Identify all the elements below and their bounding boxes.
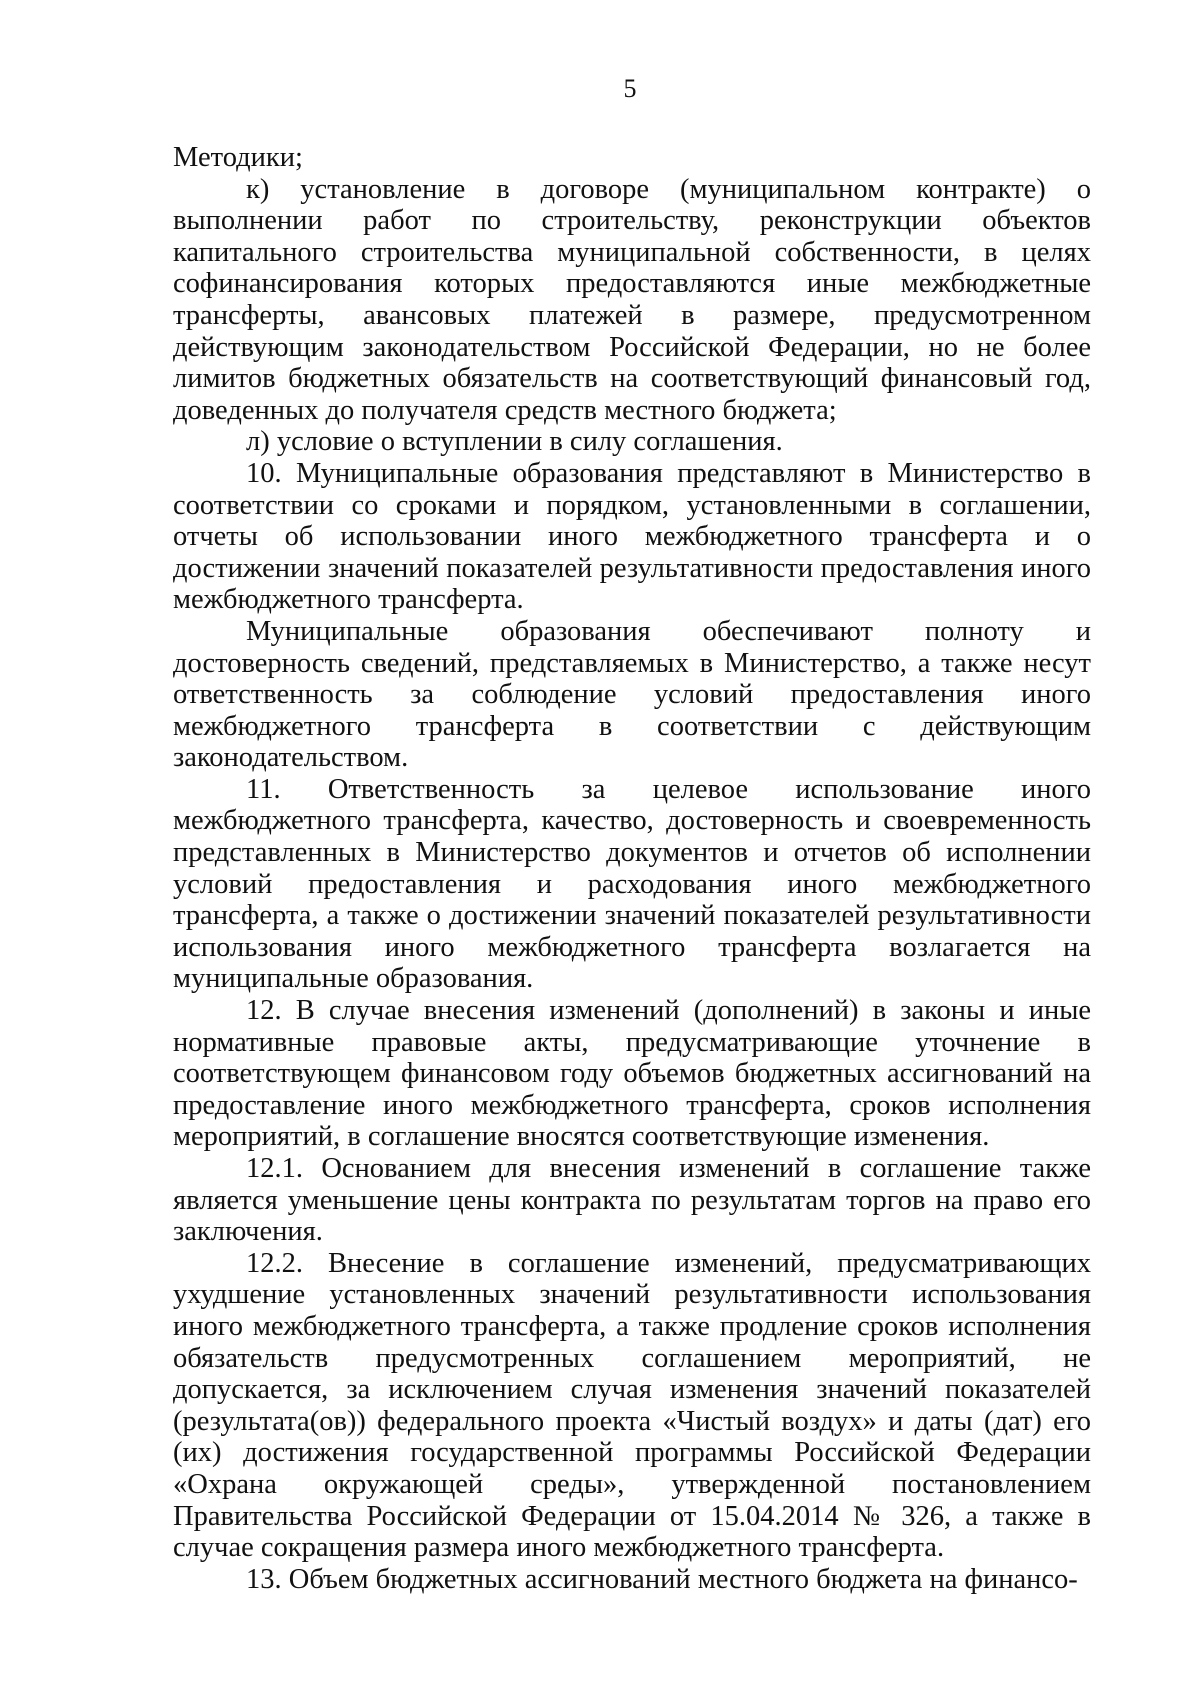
paragraph-methodology-end: Методики; xyxy=(173,142,303,173)
paragraph-k-advance-payments: к) установление в договоре (муниципальном контракте) о выполнении работ по строительству, реконструкции объектов капитального строительства муниципальной собственности, в целях софинансирования которых предоставляются иные межбюджетные трансферты, авансовых платежей в размере, предусмотренном действующим законодательством Российской Федерации, но не более лимитов бюджетных обязательств на соответствующий финансовый год, доведенных до получателя средств местного бюджета; xyxy=(173,173,1091,426)
document-body xyxy=(173,142,1091,1595)
paragraph-12-amendments: 12. В случае внесения изменений (дополнений) в законы и иные нормативные правовые акты, предусматривающие уточнение в соответствующем финансовом году объемов бюджетных ассигнований на предоставление иного межбюджетного трансферта, сроков исполнения мероприятий, в соглашение вносятся соответствующие изменения. xyxy=(173,995,1091,1153)
paragraph-12-1-contract-price: 12.1. Основанием для внесения изменений в соглашение также является уменьшение цены контракта по результатам торгов на право его заключения. xyxy=(173,1153,1091,1248)
page-number: 5 xyxy=(623,74,637,103)
paragraph-13-budget-volume: 13. Объем бюджетных ассигнований местного бюджета на финансо- xyxy=(246,1563,1078,1595)
paragraph-10-completeness: Муниципальные образования обеспечивают полноту и достоверность сведений, представляемых в Министерство, а также несут ответственность за соблюдение условий предоставления иного межбюджетного трансферта в соответствии с действующим законодательством. xyxy=(173,615,1091,774)
paragraph-12-2-deterioration: 12.2. Внесение в соглашение изменений, предусматривающих ухудшение установленных значений результативности использования иного межбюджетного трансферта, а также продление сроков исполнения обязательств предусмотренных соглашением мероприятий, не допускается, за исключением случая изменения значений показателей (результата(ов)) федерального проекта «Чистый воздух» и даты (дат) его (их) достижения государственной программы Российской Федерации «Охрана окружающей среды», утвержденной постановлением Правительства Российской Федерации от 15.04.2014 № 326, а также в случае сокращения размера иного межбюджетного трансферта. xyxy=(173,1247,1091,1564)
paragraph-10-reports: 10. Муниципальные образования представляют в Министерство в соответствии со сроками и порядком, установленными в соглашении, отчеты об использовании иного межбюджетного трансферта и о достижении значений показателей результативности предоставления иного межбюджетного трансферта. xyxy=(173,457,1091,616)
paragraph-11-responsibility: 11. Ответственность за целевое использование иного межбюджетного трансферта, качество, достоверность и своевременность представленных в Министерство документов и отчетов об исполнении условий предоставления и расходования иного межбюджетного трансферта, а также о достижении значений показателей результативности использования иного межбюджетного трансферта возлагается на муниципальные образования. xyxy=(173,773,1091,995)
paragraph-l-entry-into-force: л) условие о вступлении в силу соглашения. xyxy=(246,426,783,458)
